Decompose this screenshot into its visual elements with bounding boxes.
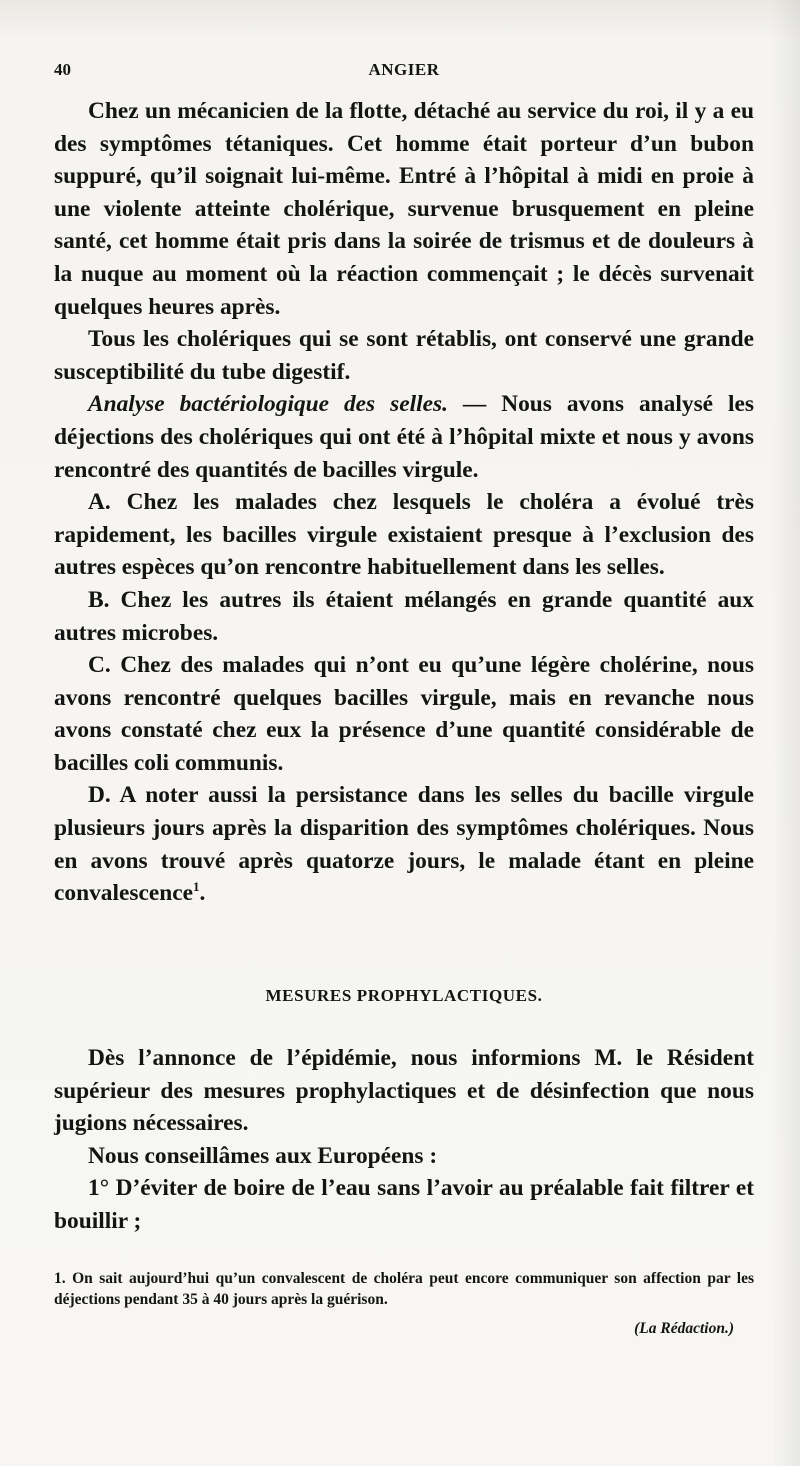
paragraph-annonce: Dès l’annonce de l’épidémie, nous informions M. le Résident supérieur des mesures prophylactiques et de désinfection que nous jugions nécessaires. bbox=[54, 1045, 754, 1137]
running-header bbox=[54, 60, 754, 86]
point-1-number: 1° bbox=[88, 1175, 110, 1202]
footnote-ref: 1 bbox=[193, 879, 200, 895]
point-1-text: D’éviter de boire de l’eau sans l’avoir au préalable fait filtrer et bouillir ; bbox=[54, 1175, 754, 1234]
page-number: 40 bbox=[54, 60, 71, 79]
paragraph-mecanicien: Chez un mécanicien de la flotte, détaché au service du roi, il y a eu des symptômes tétaniques. Cet homme était porteur d’un bubon suppuré, qu’il soignait lui-même. Entré à l’hôpital à midi en proie à une violente atteinte cholérique, survenue brusquement en pleine santé, cet homme était pris dans la soirée de trismus et de douleurs à la nuque au moment où la réaction commençait ; le décès survenait quelques heures après. bbox=[54, 98, 754, 320]
paragraph-choleriques-retablis: Tous les cholériques qui se sont rétablis, ont conservé une grande susceptibilité du tube digestif. bbox=[54, 326, 754, 385]
page-edge-shadow bbox=[772, 0, 800, 1466]
paragraph-d bbox=[54, 779, 754, 909]
section-text bbox=[54, 1042, 754, 1238]
footnote-text: 1. On sait aujourd’hui qu’un convalescent de choléra peut encore communiquer son affection par les déjections pendant 35 à 40 jours après la guérison. bbox=[54, 1270, 754, 1308]
section-heading: MESURES PROPHYLACTIQUES. bbox=[265, 986, 543, 1005]
paragraph-c: C. Chez des malades qui n’ont eu qu’une légère cholérine, nous avons rencontré quelques bacilles virgule, mais en revanche nous avons constaté chez eux la présence d’une quantité considérable de bacilles coli communis. bbox=[54, 652, 754, 776]
paragraph-conseillames: Nous conseillâmes aux Européens : bbox=[88, 1142, 438, 1169]
analyse-title: Analyse bactériologique des selles. bbox=[88, 391, 448, 418]
paragraph-a: A. Chez les malades chez lesquels le choléra a évolué très rapidement, les bacilles virgule existaient presque à l’exclusion des autres espèces qu’on rencontre habituellement dans les selles. bbox=[54, 489, 754, 581]
footnote-signature: (La Rédaction.) bbox=[634, 1320, 734, 1337]
paragraph-point-1 bbox=[54, 1172, 754, 1237]
paragraph-d-text: D. A noter aussi la persistance dans les selles du bacille virgule plusieurs jours après la disparition des symptômes cholériques. Nous en avons trouvé après quatorze jours, le malade étant en pleine convalescence bbox=[54, 782, 754, 907]
analyse-text: — Nous avons analysé les déjections des cholériques qui ont été à l’hôpital mixte et nous y avons rencontré des quantités de bacilles virgule. bbox=[54, 391, 754, 483]
running-title: ANGIER bbox=[368, 60, 440, 79]
body-text bbox=[54, 95, 754, 910]
paragraph-analyse bbox=[54, 388, 754, 486]
footnote bbox=[54, 1268, 754, 1339]
paragraph-d-end: . bbox=[199, 880, 206, 907]
paragraph-b: B. Chez les autres ils étaient mélangés en grande quantité aux autres microbes. bbox=[54, 586, 754, 646]
